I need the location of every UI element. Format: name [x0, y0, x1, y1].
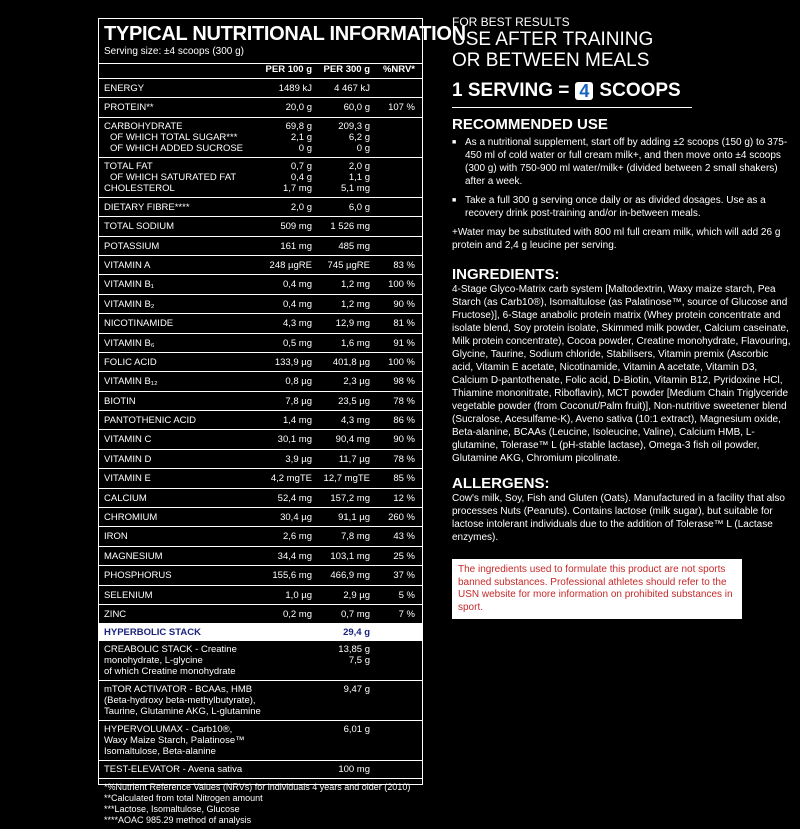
allergens-heading: ALLERGENS: [452, 475, 550, 492]
table-line [99, 338, 422, 349]
value-per300: 1,1 g [348, 171, 370, 183]
hyperbolic-stack-row [99, 624, 422, 641]
rec-item: ■ Take a full 300 g serving once daily or as divided dosages. Use as a recovery drink post-training and/or in-between meals. [452, 194, 792, 220]
table-row [99, 295, 422, 314]
table-row [99, 353, 422, 372]
value-per300: 91,1 µg [338, 512, 370, 524]
nutrient-name: CALCIUM [104, 492, 147, 504]
serving-label: 1 SERVING = [452, 80, 570, 101]
ingredients-heading: INGREDIENTS: [452, 266, 560, 283]
table-line [99, 590, 422, 601]
nutrient-name: CHOLESTEROL [104, 182, 175, 194]
table-line [99, 454, 422, 465]
table-line [99, 279, 422, 290]
nutrition-panel [98, 18, 466, 826]
value-per100: 0,4 mg [282, 279, 312, 291]
table-row [99, 275, 422, 294]
value-per300: 2,9 µg [343, 589, 370, 601]
use-after-line2: OR BETWEEN MEALS [452, 50, 650, 71]
value-nrv: 86 % [393, 415, 415, 427]
nutrient-name: ENERGY [104, 83, 145, 94]
stack-row [99, 681, 422, 721]
stack-values [344, 684, 370, 695]
nutrient-name: FOLIC ACID [104, 356, 157, 368]
value-per100: 30,4 µg [280, 512, 312, 524]
value-per100: 1,4 mg [282, 415, 312, 427]
value-nrv: 7 % [398, 608, 415, 620]
value-per300: 4 467 kJ [334, 83, 370, 94]
table-line [99, 143, 422, 154]
value-nrv: 260 % [388, 512, 415, 524]
value-per100: 2,6 mg [282, 531, 312, 543]
nutrient-name: VITAMIN D [104, 453, 152, 465]
nutrient-name: POTASSIUM [104, 240, 160, 252]
value-per100: 0,2 mg [282, 608, 312, 620]
value-per100: 52,4 mg [277, 492, 312, 504]
nutrient-name: CHROMIUM [104, 512, 158, 524]
nutrient-rows [99, 79, 422, 624]
nutrient-name: VITAMIN E [104, 473, 151, 485]
stack-values [338, 764, 370, 775]
table-line [99, 473, 422, 484]
value-nrv: 37 % [393, 570, 415, 582]
stack-text: CREABOLIC STACK - Creatine [104, 644, 237, 656]
table-line [99, 609, 422, 620]
value-per300: 157,2 mg [330, 492, 370, 504]
table-row [99, 372, 422, 391]
table-line [99, 241, 422, 252]
nutrient-name: PANTOTHENIC ACID [104, 415, 197, 427]
serving-scoops-banner [452, 80, 792, 102]
value-per100: 4,3 mg [282, 318, 312, 330]
recommended-use-list [452, 136, 792, 220]
value-nrv: 107 % [388, 102, 415, 114]
value-per100: 509 mg [280, 221, 312, 233]
nutrient-name: VITAMIN A [104, 259, 151, 271]
rec-item: ■ As a nutritional supplement, start off by adding ±2 scoops (150 g) to 375-450 ml of cold water or full cream milk+, and then move onto ±4 scoops (300 g) with 750-900 ml water/milk+ (divided between 2 small shakers) after a week. [452, 136, 792, 188]
value-nrv: 5 % [398, 589, 415, 601]
value-nrv: 100 % [388, 356, 415, 368]
value-per100: 1489 kJ [278, 83, 312, 94]
value-per100: 3,9 µg [285, 453, 312, 465]
value-per300: 6,2 g [348, 131, 370, 143]
table-line [99, 102, 422, 113]
value-nrv: 78 % [393, 453, 415, 465]
value-per100: 0,4 g [290, 171, 312, 183]
table-line [99, 570, 422, 581]
table-line [99, 161, 422, 172]
value-nrv: 78 % [393, 395, 415, 407]
table-line [99, 551, 422, 562]
stack-text: mTOR ACTIVATOR - BCAAs, HMB [104, 684, 253, 696]
footnote: ***Lactose, Isomaltulose, Glucose [104, 804, 240, 815]
table-row [99, 198, 422, 217]
table-line [99, 415, 422, 426]
value-per300: 0,7 mg [340, 608, 370, 620]
nutrient-name: VITAMIN C [104, 434, 152, 446]
value-per300: 1,2 mg [340, 279, 370, 291]
value-per100: 20,0 g [285, 102, 312, 114]
table-row [99, 314, 422, 333]
nutrient-name: PHOSPHORUS [104, 570, 172, 582]
table-line [99, 83, 422, 94]
nutrient-name: BIOTIN [104, 395, 136, 407]
value-nrv: 98 % [393, 376, 415, 388]
nutrition-title: TYPICAL NUTRITIONAL INFORMATION [104, 23, 466, 45]
nutrient-name: CARBOHYDRATE [104, 120, 183, 132]
divider [452, 107, 692, 108]
table-row [99, 469, 422, 488]
stack-text: of which Creatine monohydrate [104, 666, 236, 678]
value-per100: 69,8 g [285, 120, 312, 132]
serving-size: Serving size: ±4 scoops (300 g) [99, 46, 422, 64]
table-row [99, 566, 422, 585]
value-per100: 155,6 mg [272, 570, 312, 582]
hyperbolic-label: HYPERBOLIC STACK [104, 627, 201, 639]
value-per300: 1,6 mg [340, 337, 370, 349]
table-row [99, 98, 422, 117]
value-nrv: 90 % [393, 298, 415, 310]
table-row [99, 256, 422, 275]
table-row [99, 508, 422, 527]
value-per100: 2,0 g [290, 201, 312, 213]
table-row [99, 605, 422, 624]
value-per300: 12,7 mgTE [323, 473, 370, 485]
nutrient-name: OF WHICH SATURATED FAT [110, 171, 237, 183]
value-per100: 161 mg [280, 240, 312, 252]
table-row [99, 527, 422, 546]
value-nrv: 90 % [393, 434, 415, 446]
table-row [99, 547, 422, 566]
nutrient-name: OF WHICH TOTAL SUGAR*** [110, 131, 238, 143]
stack-rows [99, 641, 422, 779]
value-nrv: 83 % [393, 259, 415, 271]
value-per100: 0,5 mg [282, 337, 312, 349]
value-per300: 4,3 mg [340, 415, 370, 427]
header-per300: PER 300 g [323, 64, 370, 75]
nutrient-name: DIETARY FIBRE**** [104, 201, 190, 213]
stack-text: Waxy Maize Starch, Palatinose™ [104, 735, 245, 747]
table-row [99, 334, 422, 353]
value-nrv: 100 % [388, 279, 415, 291]
value-per100: 0 g [298, 142, 312, 154]
table-line [99, 221, 422, 232]
value-nrv: 12 % [393, 492, 415, 504]
table-row [99, 118, 422, 158]
value-per300: 209,3 g [338, 120, 370, 132]
table-header [99, 64, 422, 79]
table-row [99, 586, 422, 605]
stack-row [99, 721, 422, 761]
table-line [99, 183, 422, 194]
stack-row [99, 761, 422, 779]
value-per100: 30,1 mg [277, 434, 312, 446]
allergens-text: Cow's milk, Soy, Fish and Gluten (Oats). Manufactured in a facility that also processes Nuts (Peanuts). Contains lactose (milk sugar), but suitable for lactose intolerant individuals due to the addition of Tolerase™ L (Lactase enzymes). [452, 493, 785, 543]
header-nrv: %NRV* [382, 64, 415, 75]
table-line [99, 357, 422, 368]
nutrient-name: PROTEIN** [104, 102, 154, 114]
stack-value: 100 mg [338, 764, 370, 776]
nutrient-name: VITAMIN B₆ [104, 337, 155, 349]
table-row [99, 411, 422, 430]
scoops-label: SCOOPS [599, 80, 681, 101]
value-per100: 34,4 mg [277, 550, 312, 562]
stack-values [344, 724, 370, 735]
table-line [99, 260, 422, 271]
table-line [99, 132, 422, 143]
stack-values [338, 644, 370, 666]
value-per300: 1,2 mg [340, 298, 370, 310]
value-per300: 7,8 mg [340, 531, 370, 543]
ingredients-text: 4-Stage Glyco-Matrix carb system [Maltodextrin, Waxy maize starch, Pea Starch (as Carb10®), Isomaltulose (as Palatinose™, source of Glucose and Fructose)], 6-Stage anabolic protein matrix (Whey protein concentrate and isolate blend, Soy protein isolate, Skimmed milk powder, Calcium caseinate, Milk protein concentrate), Cocoa powder, Creatine monohydrate, Flavouring, Glycine, Taurine, Sodium chloride, Stabilisers, Vitamin premix (Ascorbic acid, Vitamin E acetate, Nicotinamide, Vitamin A acetate, Vitamin D3, Calcium D-pantothenate, Folic acid, D-Biotin, Vitamin B12, Pyridoxine HCl, Thiamine mononitrate, Riboflavin), MCT powder [Medium Chain Triglyceride vegetable powder (from Coconut/Palm fruit)], Non-nutritive sweetener blend (Sucralose, Acesulfame-K), Aveno sativa (10:1 extract), Magnesium oxide, Beta-alanine, BCAAs (Leucine, Isoleucine, Valine), Calcium HMB, L-glutamine, Tolerase™ L (pH-stable lactase), Omega-3 fish oil powder, Glutamine AKG, Chromium picolinate. [452, 284, 791, 464]
table-row [99, 79, 422, 98]
nutrient-name: VITAMIN B₁₂ [104, 376, 158, 388]
value-nrv: 81 % [393, 318, 415, 330]
value-per100: 248 µgRE [269, 259, 312, 271]
value-per300: 745 µgRE [327, 259, 370, 271]
value-per300: 0 g [356, 142, 370, 154]
table-row [99, 430, 422, 449]
value-nrv: 85 % [393, 473, 415, 485]
value-per100: 4,2 mgTE [270, 473, 312, 485]
value-per300: 2,3 µg [343, 376, 370, 388]
header-per100: PER 100 g [265, 64, 312, 75]
nutrient-name: VITAMIN B₁ [104, 279, 155, 291]
table-line [99, 396, 422, 407]
nutrient-name: TOTAL FAT [104, 160, 153, 172]
value-per300: 5,1 mg [340, 182, 370, 194]
value-per300: 485 mg [338, 240, 370, 252]
table-row [99, 158, 422, 198]
value-per300: 2,0 g [348, 160, 370, 172]
value-per300: 11,7 µg [338, 453, 370, 465]
nutrient-name: SELENIUM [104, 589, 153, 601]
value-nrv: 91 % [393, 337, 415, 349]
use-after-line1: USE AFTER TRAINING [452, 29, 654, 50]
value-per100: 1,7 mg [282, 182, 312, 194]
table-row [99, 237, 422, 256]
best-results-label: FOR BEST RESULTS [452, 15, 570, 29]
nutrient-name: ZINC [104, 608, 127, 620]
value-per100: 0,7 g [290, 160, 312, 172]
table-line [99, 172, 422, 183]
stack-text: TEST-ELEVATOR - Avena sativa [104, 764, 243, 776]
value-per300: 466,9 mg [330, 570, 370, 582]
stack-value: 6,01 g [343, 724, 370, 736]
nutrient-name: MAGNESIUM [104, 550, 163, 562]
nutrient-name: VITAMIN B₂ [104, 298, 155, 310]
value-per100: 0,8 µg [285, 376, 312, 388]
table-line [99, 512, 422, 523]
stack-text: Taurine, Glutamine AKG, L-glutamine [104, 706, 261, 718]
value-per300: 1 526 mg [330, 221, 370, 233]
stack-text: HYPERVOLUMAX - Carb10®, [104, 724, 233, 736]
nutrient-name: NICOTINAMIDE [104, 318, 174, 330]
value-per100: 7,8 µg [285, 395, 312, 407]
table-line [99, 202, 422, 213]
stack-value: 7,5 g [348, 655, 370, 667]
value-per100: 133,9 µg [274, 356, 312, 368]
stack-text: Isomaltulose, Beta-alanine [104, 746, 216, 758]
table-line [99, 531, 422, 542]
table-row [99, 489, 422, 508]
table-line [99, 121, 422, 132]
value-per300: 6,0 g [348, 201, 370, 213]
footnote: ****AOAC 985.29 method of analysis [104, 815, 252, 826]
value-per300: 90,4 mg [335, 434, 370, 446]
value-per300: 401,8 µg [332, 356, 370, 368]
value-per300: 103,1 mg [330, 550, 370, 562]
value-per100: 2,1 g [290, 131, 312, 143]
table-line [99, 493, 422, 504]
table-line [99, 376, 422, 387]
banned-substances-notice: The ingredients used to formulate this product are not sports banned substances. Professional athletes should refer to the USN website for more information on prohibited substances in sport. [452, 559, 742, 619]
value-nrv: 25 % [393, 550, 415, 562]
stack-text: monohydrate, L-glycine [104, 655, 203, 667]
value-per100: 0,4 mg [282, 298, 312, 310]
stack-value: 9,47 g [343, 684, 370, 696]
footnote: **Calculated from total Nitrogen amount [104, 793, 263, 804]
nutrient-name: OF WHICH ADDED SUCROSE [110, 142, 244, 154]
footnote: *%Nutrient Reference Values (NRVs) for individuals 4 years and older (2010) [104, 782, 411, 793]
scoop-count-badge: 4 [575, 82, 593, 100]
table-line [99, 434, 422, 445]
table-line [99, 299, 422, 310]
footnotes [99, 779, 422, 829]
stack-value: 13,85 g [338, 644, 370, 656]
nutrient-name: TOTAL SODIUM [104, 221, 175, 233]
table-row [99, 217, 422, 236]
value-nrv: 43 % [393, 531, 415, 543]
value-per300: 60,0 g [343, 102, 370, 114]
value-per300: 23,5 µg [338, 395, 370, 407]
table-row [99, 450, 422, 469]
water-note: +Water may be substituted with 800 ml full cream milk, which will add 26 g protein and 2,4 g leucine per serving. [452, 227, 781, 251]
usage-panel [452, 15, 792, 619]
nutrient-name: IRON [104, 531, 128, 543]
stack-text: (Beta-hydroxy beta-methylbutyrate), [104, 695, 256, 707]
value-per300: 12,9 mg [335, 318, 370, 330]
recommended-use-heading: RECOMMENDED USE [452, 116, 608, 133]
hyperbolic-value: 29,4 g [343, 627, 370, 639]
stack-row [99, 641, 422, 681]
value-per100: 1,0 µg [285, 589, 312, 601]
table-line [99, 318, 422, 329]
table-row [99, 392, 422, 411]
